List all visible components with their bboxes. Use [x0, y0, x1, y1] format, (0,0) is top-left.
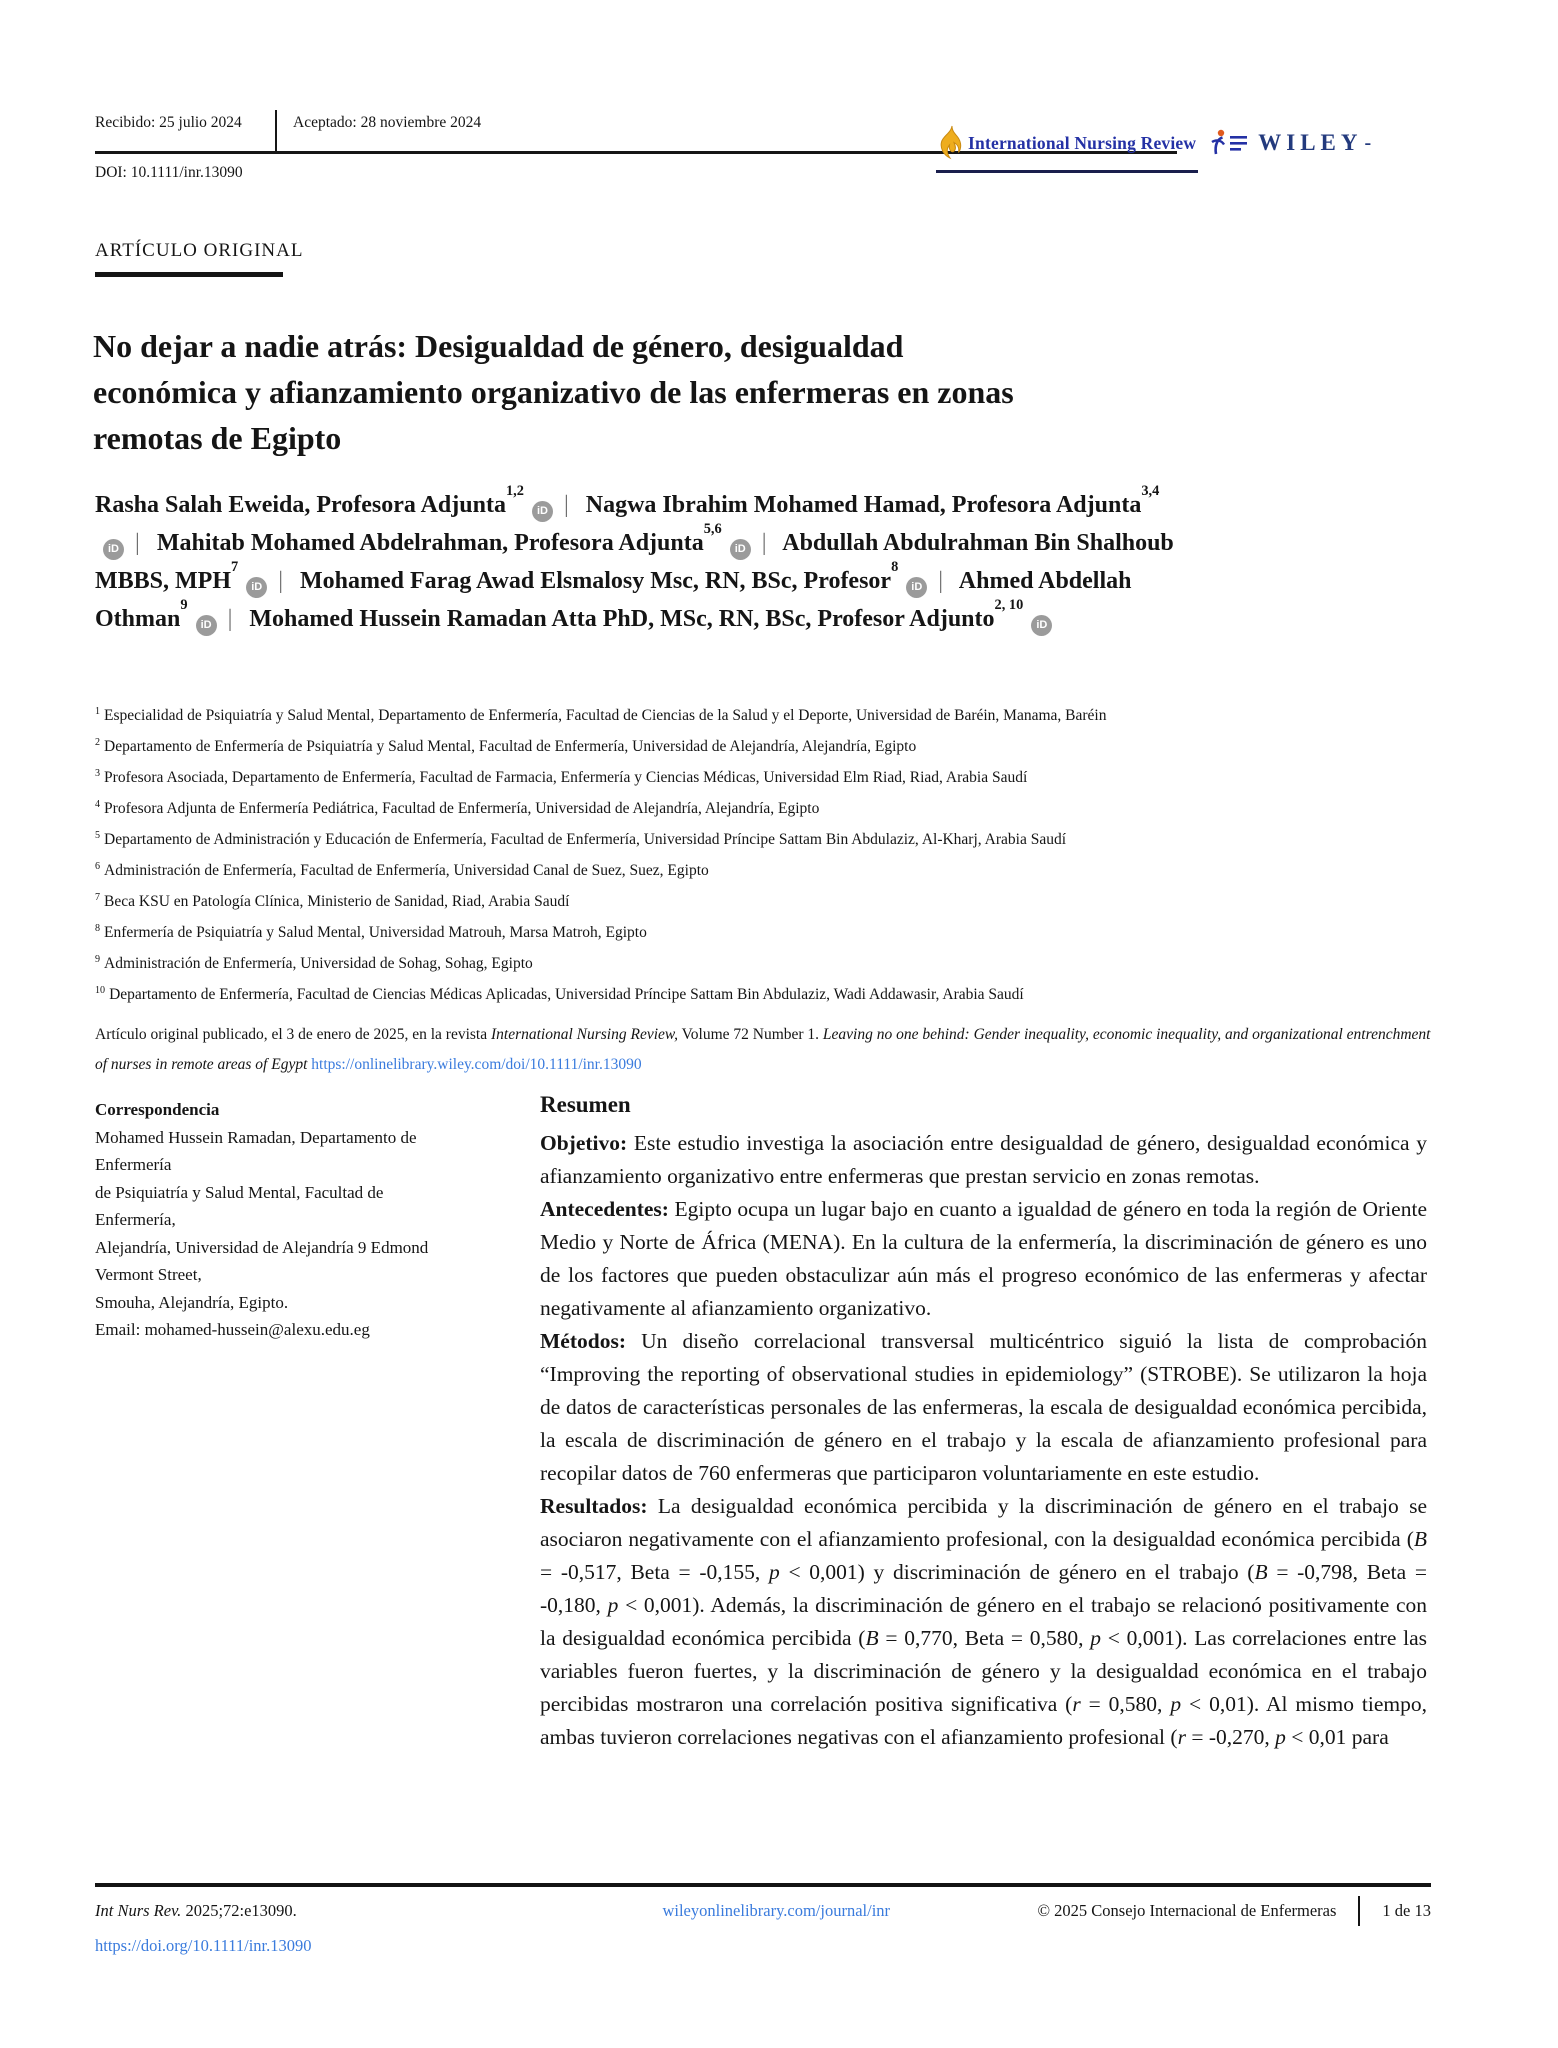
abstract-section [540, 1092, 1427, 1754]
correspondence-line: de Psiquiatría y Salud Mental, Facultad de [95, 1182, 384, 1202]
orcid-icon[interactable]: iD [196, 615, 217, 636]
affiliation-list [95, 700, 1445, 1010]
journal-logo-underline [936, 170, 1198, 173]
author-name: Abdullah Abdulrahman Bin Shalhoub MBBS, MPH [95, 530, 1174, 594]
correspondence-block [95, 1096, 490, 1344]
footer-divider [1358, 1896, 1360, 1926]
author-list [95, 483, 1175, 638]
footer-journal-link[interactable]: wileyonlinelibrary.com/journal/inr [662, 1901, 891, 1920]
original-publication-note [95, 1020, 1435, 1080]
footer-doi-link[interactable]: https://doi.org/10.1111/inr.13090 [95, 1936, 312, 1955]
flame-icon [936, 125, 962, 161]
correspondence-email: Email: mohamed-hussein@alexu.edu.eg [95, 1320, 370, 1339]
orcid-icon[interactable]: iD [730, 539, 751, 560]
author-separator: | [227, 606, 233, 632]
title-line: remotas de Egipto [93, 420, 342, 457]
affiliation-item: $^4$ Profesora Adjunta de Enfermería Pediátrica, Facultad de Enfermería, Universidad de Alejandría, Alejandría, Egipto [95, 798, 820, 817]
author-affiliation-sup: 5,6 [703, 521, 722, 538]
orcid-icon[interactable]: iD [906, 577, 927, 598]
author-affiliation-sup: 1,2 [505, 483, 524, 500]
affiliation-item: $^{10}$ Departamento de Enfermería, Facultad de Ciencias Médicas Aplicadas, Universidad Príncipe Sattam Bin Abdulaziz, Wadi Addawasir, Arabia Saudí [95, 984, 1024, 1003]
affiliation-item: $^6$ Administración de Enfermería, Facultad de Enfermería, Universidad Canal de Suez, Suez, Egipto [95, 860, 709, 879]
correspondence-line: Mohamed Hussein Ramadan, Departamento de [95, 1127, 417, 1147]
article-type-label: ARTÍCULO ORIGINAL [95, 240, 304, 261]
footer-copyright: © 2025 Consejo Internacional de Enfermeras [1037, 1901, 1337, 1920]
accepted-date: Aceptado: 28 noviembre 2024 [293, 114, 482, 131]
affiliation-item: $^5$ Departamento de Administración y Educación de Enfermería, Facultad de Enfermería, Universidad Príncipe Sattam Bin Abdulaziz, Al-Kharj, Arabia Saudí [95, 829, 1067, 848]
icn-logo [1208, 129, 1250, 157]
author-affiliation-sup: 3,4 [1141, 483, 1160, 500]
author-separator: | [278, 568, 284, 594]
article-url-link[interactable]: https://onlinelibrary.wiley.com/doi/10.1111/inr.13090 [311, 1056, 642, 1073]
wiley-logo: WILEY [1258, 130, 1363, 155]
affiliation-item: $^7$ Beca KSU en Patología Clínica, Ministerio de Sanidad, Riad, Arabia Saudí [95, 891, 570, 910]
abstract-methods-label: Métodos: [540, 1329, 626, 1353]
author-affiliation-sup: 9 [180, 597, 188, 614]
abstract-methods: Métodos: Un diseño correlacional transversal multicéntrico siguió la lista de comprobación “Improving the reporting of observational studies in epidemiology” (STROBE). Se utilizaron la hoja de datos de características personales de las enfermeras, la escala de desigualdad económica percibida, la escala de discriminación de género en el trabajo y la escala de afianzamiento profesional para recopilar datos de 760 enfermeras que participaron voluntariamente en este estudio. [540, 1329, 1427, 1485]
author-name: Mohamed Hussein Ramadan Atta PhD, MSc, RN, BSc, Profesor Adjunto [249, 606, 995, 632]
orcid-icon[interactable]: iD [103, 539, 124, 560]
orcid-icon[interactable]: iD [532, 501, 553, 522]
author-name: Nagwa Ibrahim Mohamed Hamad, Profesora Adjunta [585, 492, 1142, 518]
author [249, 597, 1052, 632]
author-separator: | [135, 530, 140, 556]
affiliation-item: $^1$ Especialidad de Psiquiatría y Salud Mental, Departamento de Enfermería, Facultad de Ciencias de la Salud y el Deporte, Universidad de Baréin, Manama, Baréin [95, 705, 1107, 724]
received-date: Recibido: 25 julio 2024 [95, 114, 242, 131]
author-affiliation-sup: 7 [231, 559, 239, 576]
header-meta [95, 110, 481, 151]
abstract-background: Antecedentes: Egipto ocupa un lugar bajo en cuanto a igualdad de género en toda la región de Oriente Medio y Norte de África (MENA). En la cultura de la enfermería, la discriminación de género es uno de los factores que pueden obstaculizar aún más el progreso económico de las enfermeras y afectar negativamente al afianzamiento organizativo. [540, 1197, 1427, 1320]
orcid-icon[interactable]: iD [246, 577, 267, 598]
abstract-objective: Objetivo: Este estudio investiga la asociación entre desigualdad de género, desigualdad económica y afianzamiento organizativo entre enfermeras que prestan servicio en zonas remotas. [540, 1131, 1427, 1188]
correspondence-line: Alejandría, Universidad de Alejandría 9 Edmond [95, 1237, 429, 1257]
author-name: Rasha Salah Eweida, Profesora Adjunta [95, 492, 506, 518]
wiley-dash: - [1364, 131, 1372, 154]
title-line: No dejar a nadie atrás: Desigualdad de género, desigualdad [93, 328, 904, 365]
author-name: Mohamed Farag Awad Elsmalosy Msc, RN, BSc, Profesor [300, 568, 892, 594]
footer-rule [95, 1883, 1431, 1887]
author-affiliation-sup: 2, 10 [994, 597, 1024, 614]
journal-name-logo: International Nursing Review [968, 132, 1197, 153]
author-name: Mahitab Mohamed Abdelrahman, Profesora Adjunta [156, 530, 704, 556]
correspondence-line: Enfermería [95, 1155, 172, 1174]
affiliation-item: $^3$ Profesora Asociada, Departamento de Enfermería, Facultad de Farmacia, Enfermería y Ciencias Médicas, Universidad Elm Riad, Riad, Arabia Saudí [95, 767, 1028, 786]
author-separator: | [563, 492, 569, 518]
author [95, 483, 553, 518]
abstract-results: Resultados: La desigualdad económica percibida y la discriminación de género en el trabajo se asociaron negativamente con el afianzamiento profesional, con la desigualdad económica percibida (B = -0,517, Beta = -0,155, p < 0,001) y discriminación de género en el trabajo (B = -0,798, Beta = -0,180, p < 0,001). Además, la discriminación de género en el trabajo se relacionó positivamente con la desigualdad económica percibida (B = 0,770, Beta = 0,580, p < 0,001). Las correlaciones entre las variables fueron fuertes, y la discriminación de género y la desigualdad económica en el trabajo percibidas mostraron una correlación positiva significativa (r = 0,580, p < 0,01). Al mismo tiempo, ambas tuvieron correlaciones negativas con el afianzamiento profesional (r = -0,270, p < 0,01 para [540, 1494, 1428, 1749]
correspondence-line: Smouha, Alejandría, Egipto. [95, 1292, 289, 1312]
header-divider [275, 110, 277, 151]
orcid-icon[interactable]: iD [1031, 615, 1052, 636]
abstract-background-label: Antecedentes: [540, 1197, 669, 1221]
correspondence-heading: Correspondencia [95, 1100, 220, 1119]
footer-right [1038, 1896, 1431, 1926]
journal-logos [936, 122, 1371, 164]
abstract-heading: Resumen [540, 1092, 631, 1117]
page-number: 1 de 13 [1382, 1901, 1431, 1920]
author-affiliation-sup: 8 [891, 559, 899, 576]
author [300, 559, 927, 594]
abstract-results-label: Resultados: [540, 1494, 648, 1518]
author-name: Ahmed Abdellah Othman [95, 568, 1132, 632]
abstract-objective-label: Objetivo: [540, 1131, 628, 1155]
affiliation-item: $^8$ Enfermería de Psiquiatría y Salud Mental, Universidad Matrouh, Marsa Matroh, Egipto [95, 922, 647, 941]
correspondence-line: Vermont Street, [95, 1265, 202, 1284]
affiliation-item: $^9$ Administración de Enfermería, Universidad de Sohag, Sohag, Egipto [95, 953, 533, 972]
title-line: económica y afianzamiento organizativo de las enfermeras en zonas [93, 374, 1014, 411]
article-type-underline [95, 272, 283, 277]
author [156, 521, 751, 556]
author-separator: | [761, 530, 767, 556]
publication-note-text: Artículo original publicado, el 3 de enero de 2025, en la revista International Nursing Review, Volume 72 Number 1. Leaving no one behind: Gender inequality, economic inequality, and organizational entrenchment of nurses in remote areas of Egypt [95, 1026, 1431, 1073]
affiliation-item: $^2$ Departamento de Enfermería de Psiquiatría y Salud Mental, Facultad de Enfermería, Universidad de Alejandría, Alejandría, Egipto [95, 736, 917, 755]
correspondence-line: Enfermería, [95, 1210, 176, 1229]
doi-label: DOI: 10.1111/inr.13090 [95, 164, 243, 181]
author-separator: | [938, 568, 944, 594]
article-title [93, 323, 1014, 461]
footer-citation: Int Nurs Rev. 2025;72:e13090. [95, 1901, 297, 1920]
footer [95, 1896, 1431, 1926]
